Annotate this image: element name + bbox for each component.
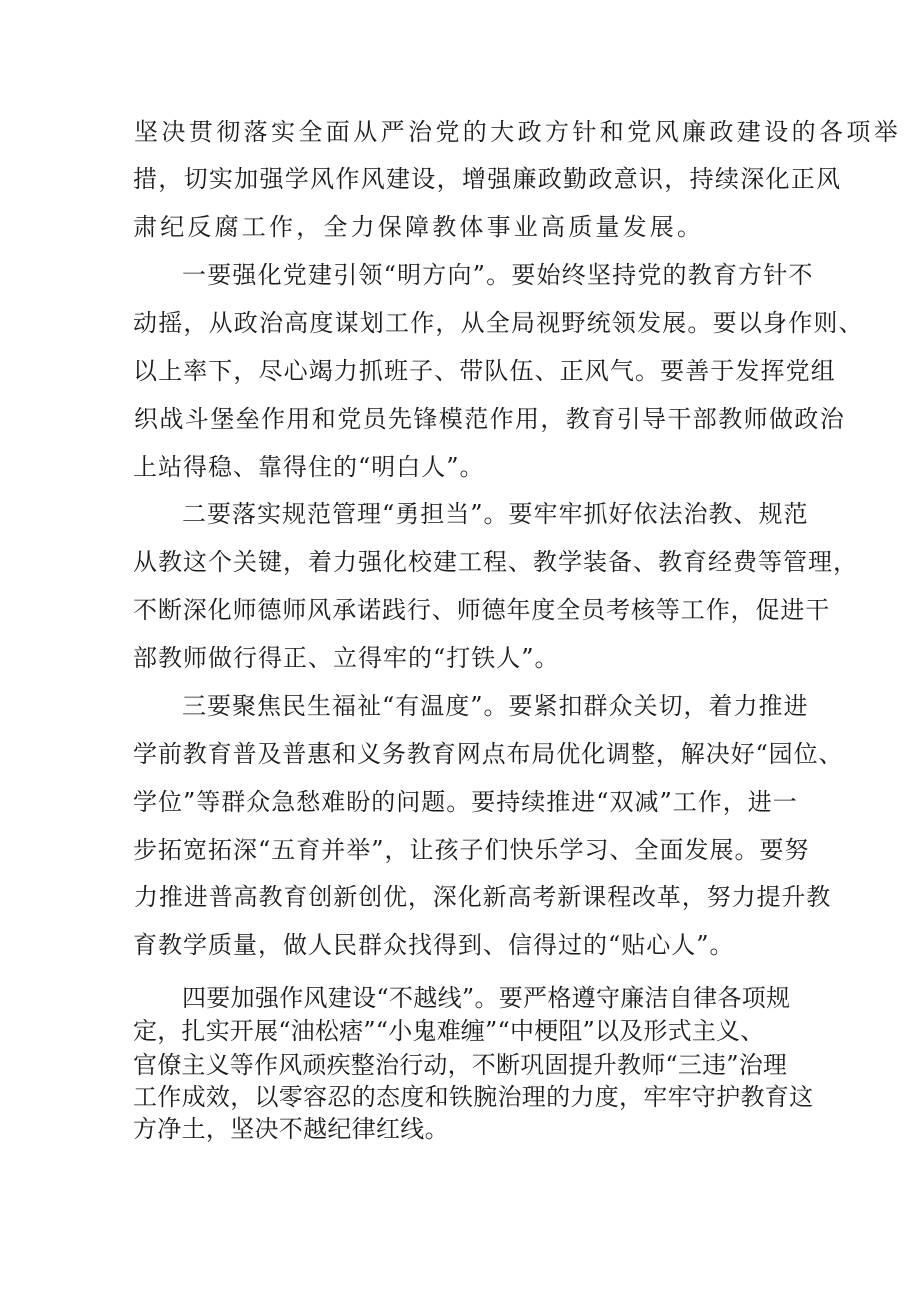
- body-text-line: 部教师做行得正、立得牢的“打铁人”。: [133, 644, 560, 672]
- body-text-line: 坚决贯彻落实全面从严治党的大政方针和党风廉政建设的各项举: [134, 118, 902, 146]
- body-text-line: 学前教育普及普惠和义务教育网点布局优化调整，解决好“园位、: [133, 740, 844, 768]
- body-text-line: 以上率下，尽心竭力抓班子、带队伍、正风气。要善于发挥党组: [133, 357, 836, 385]
- body-text-line: 织战斗堡垒作用和党员先锋模范作用，教育引导干部教师做政治: [134, 405, 846, 433]
- body-text-line: 措，切实加强学风作风建设，增强廉政勤政意识，持续深化正风: [133, 165, 842, 193]
- body-text-line: 一要强化党建引领“明方向”。要始终坚持党的教育方针不: [182, 261, 814, 289]
- body-text-line: 从教这个关键，着力强化校建工程、教学装备、教育经费等管理，: [133, 548, 858, 576]
- body-text-line: 定，扎实开展“油松痞”“小鬼难缠”“中梗阻”以及形式主义、: [133, 1017, 765, 1045]
- body-text-line: 动摇，从政治高度谋划工作，从全局视野统领发展。要以身作则、: [133, 309, 864, 337]
- body-text-line: 官僚主义等作风顽疾整治行动，不断巩固提升教师“三违”治理: [133, 1051, 788, 1079]
- body-text-line: 学位”等群众急愁难盼的问题。要持续推进“双减”工作，进一: [133, 788, 798, 816]
- body-text-line: 肃纪反腐工作，全力保障教体事业高质量发展。: [133, 213, 705, 241]
- body-text-line: 育教学质量，做人民群众找得到、信得过的“贴心人”。: [133, 931, 735, 959]
- body-text-line: 力推进普高教育创新创优，深化新高考新课程改革，努力提升教: [134, 883, 832, 911]
- body-text-line: 步拓宽拓深“五育并举”，让孩子们快乐学习、全面发展。要努: [133, 836, 810, 864]
- body-text-line: 工作成效，以零容忍的态度和铁腕治理的力度，牢牢守护教育这: [133, 1083, 814, 1111]
- body-text-line: 不断深化师德师风承诺践行、师德年度全员考核等工作，促进干: [133, 596, 831, 624]
- body-text-line: 二要落实规范管理“勇担当”。要牢牢抓好依法治教、规范: [182, 500, 809, 528]
- body-text-line: 三要聚焦民生福祉“有温度”。要紧扣群众关切，着力推进: [182, 692, 809, 720]
- body-text-line: 方净土，坚决不越纪律红线。: [133, 1115, 449, 1143]
- body-text-line: 上站得稳、靠得住的“明白人”。: [133, 453, 485, 481]
- body-text-line: 四要加强作风建设“不越线”。要严格遵守廉洁自律各项规: [182, 984, 791, 1012]
